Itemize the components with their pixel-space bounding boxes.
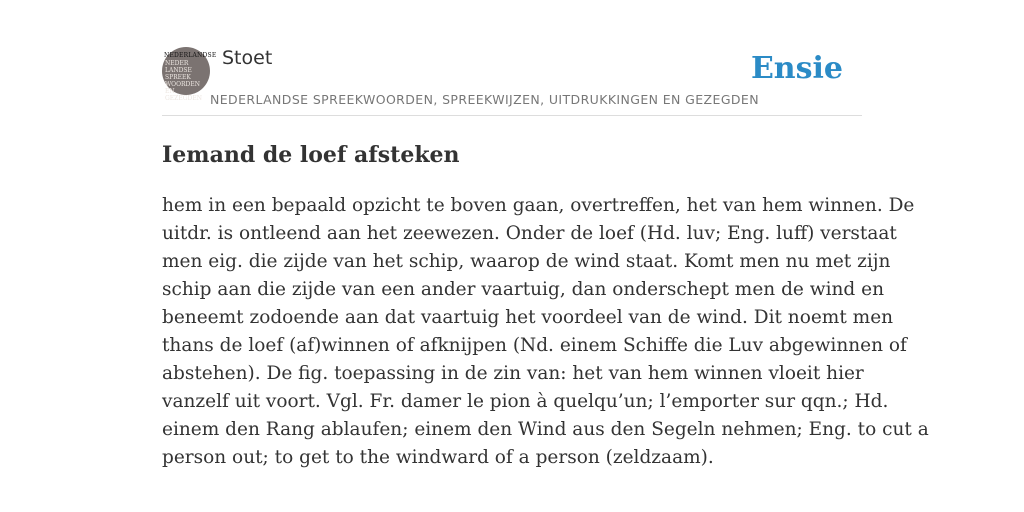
definition-line: schip aan die zijde van een ander vaartuig, dan onderschept men de wind en: [162, 279, 885, 300]
definition-line: einem den Rang ablaufen; einem den Wind aus den Segeln nehmen; Eng. to cut a: [162, 419, 929, 440]
definition-line: men eig. die zijde van het schip, waarop de wind staat. Komt men nu met zijn: [162, 251, 891, 272]
avatar-cover-text: NEDER LANDSE SPREEK WOORDEN EN GEZEGDEN: [165, 60, 202, 102]
definition-line: person out; to get to the windward of a person (zeldzaam).: [162, 447, 714, 468]
author-name-link[interactable]: Stoet: [222, 47, 273, 69]
definition-line: hem in een bepaald opzicht te boven gaan, overtreffen, het van hem winnen. De: [162, 195, 915, 216]
author-avatar[interactable]: [162, 47, 217, 102]
entry-definition: [162, 192, 929, 472]
definition-line: beneemt zodoende aan dat vaartuig het voordeel van de wind. Dit noemt men: [162, 307, 894, 328]
definition-line: thans de loef (af)winnen of afknijpen (Nd. einem Schiffe die Luv abgewinnen of: [162, 335, 907, 356]
definition-line: vanzelf uit voort. Vgl. Fr. damer le pion à quelqu’un; l’emporter sur qqn.; Hd.: [162, 391, 889, 412]
avatar-cover-title: NEDERLANDSE: [164, 52, 217, 59]
definition-line: abstehen). De fig. toepassing in de zin van: het van hem winnen vloeit hier: [162, 363, 864, 384]
source-title-link[interactable]: NEDERLANDSE SPREEKWOORDEN, SPREEKWIJZEN, UITDRUKKINGEN EN GEZEGDEN: [210, 92, 759, 107]
ensie-logo[interactable]: Ensie: [750, 51, 843, 86]
page-header: [162, 46, 862, 116]
entry-title: Iemand de loef afsteken: [162, 142, 460, 168]
definition-line: uitdr. is ontleend aan het zeewezen. Onder de loef (Hd. luv; Eng. luff) verstaat: [162, 223, 897, 244]
